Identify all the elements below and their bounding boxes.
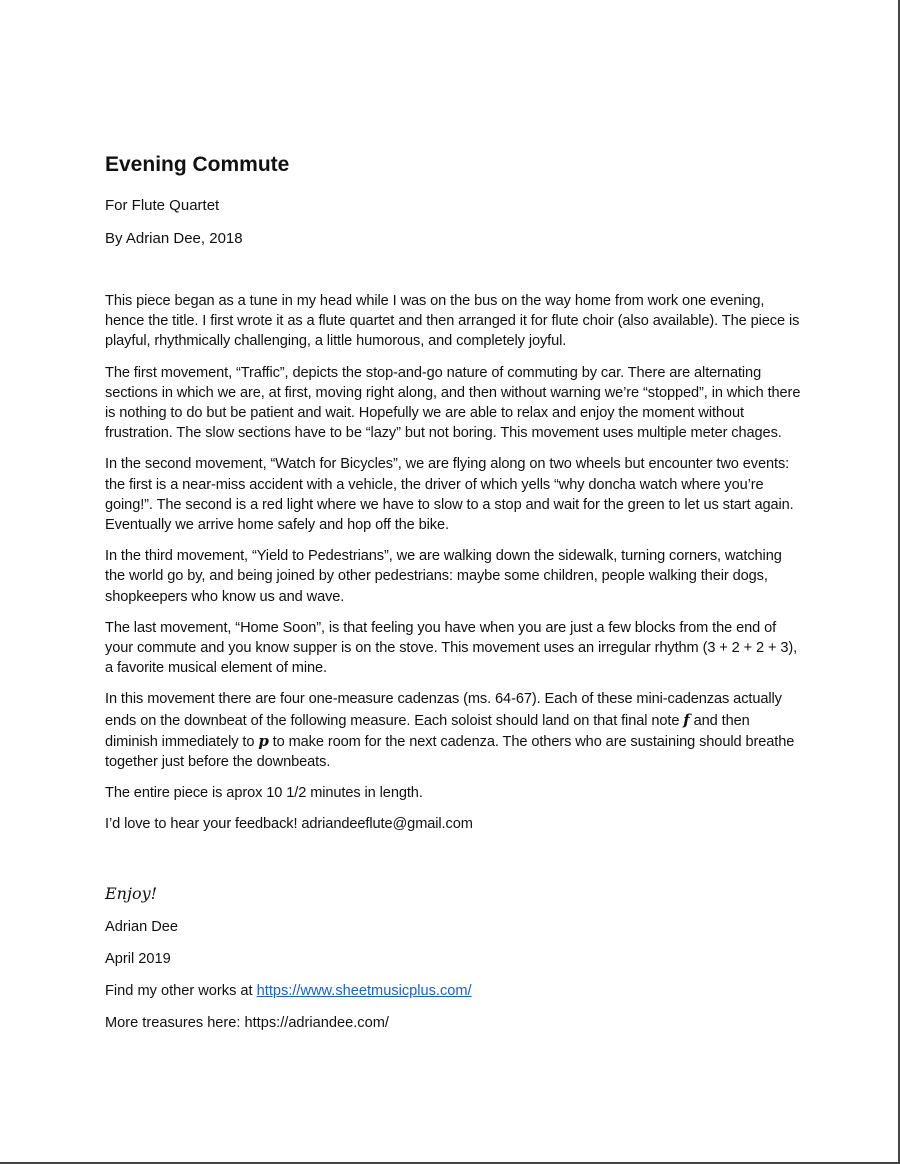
page-title: Evening Commute [105, 153, 290, 176]
piano-marking: p [258, 731, 269, 750]
forte-marking: f [683, 710, 690, 729]
paragraph-cadenzas [105, 689, 805, 772]
closing-date: April 2019 [105, 950, 171, 967]
cadenza-text-c: to make room for the next cadenza. The others who are sustaining should breathe together just before the downbeats. [105, 733, 795, 771]
other-works-line [105, 981, 805, 1001]
paragraph-feedback: I’d love to hear your feedback! adriandeeflute@gmail.com [105, 816, 473, 833]
paragraph-movement-4: The last movement, “Home Soon”, is that feeling you have when you are just a few blocks from the end of your commute and you know supper is on the stove. This movement uses an irregular rhythm (3 + 2 + 2 + 3), a favorite musical element of mine. [105, 619, 798, 677]
paragraph-movement-1: The first movement, “Traffic”, depicts the stop-and-go nature of commuting by car. There are alternating sections in which we are, at first, moving right along, and then without warning we’re “stopped”, in which there is nothing to do but be patient and wait. Hopefully we are able to relax and enjoy the moment without frustration. The slow sections have to be “lazy” but not boring. This movement uses multiple meter chages. [105, 364, 801, 442]
paragraph-length: The entire piece is aprox 10 1/2 minutes in length. [105, 785, 423, 802]
paragraph-movement-2: In the second movement, “Watch for Bicycles”, we are flying along on two wheels but encounter two events: the first is a near-miss accident with a vehicle, the driver of which yells “why doncha watch where you’re going!”. The second is a red light where we have to slow to a stop and wait for the green to let us start again. Eventually we arrive home safely and hop off the bike. [105, 456, 794, 534]
enjoy-signoff: Enjoy! [105, 883, 158, 903]
other-works-prefix: Find my other works at [105, 982, 257, 999]
more-treasures-line: More treasures here: https://adriandee.com/ [105, 1014, 389, 1031]
byline: By Adrian Dee, 2018 [105, 230, 243, 247]
paragraph-intro: This piece began as a tune in my head while I was on the bus on the way home from work one evening, hence the title. I first wrote it as a flute quartet and then arranged it for flute choir (also available). The piece is playful, rhythmically challenging, a little humorous, and completely joyful. [105, 293, 800, 350]
author-name: Adrian Dee [105, 918, 179, 935]
cadenza-text-a: In this movement there are four one-measure cadenzas (ms. 64-67). Each of these mini-cadenzas actually ends on the downbeat of the following measure. Each soloist should land on that final note [105, 691, 782, 729]
cadenza-text-b: and then diminish immediately to [105, 712, 750, 750]
document-body [105, 150, 805, 1045]
sheetmusicplus-link[interactable]: https://www.sheetmusicplus.com/ [256, 982, 472, 999]
subtitle: For Flute Quartet [105, 197, 220, 214]
paragraph-movement-3: In the third movement, “Yield to Pedestrians”, we are walking down the sidewalk, turning corners, watching the world go by, and being joined by other pedestrians: maybe some children, people walking their dogs, shopkeepers who know us and wave. [105, 548, 782, 605]
